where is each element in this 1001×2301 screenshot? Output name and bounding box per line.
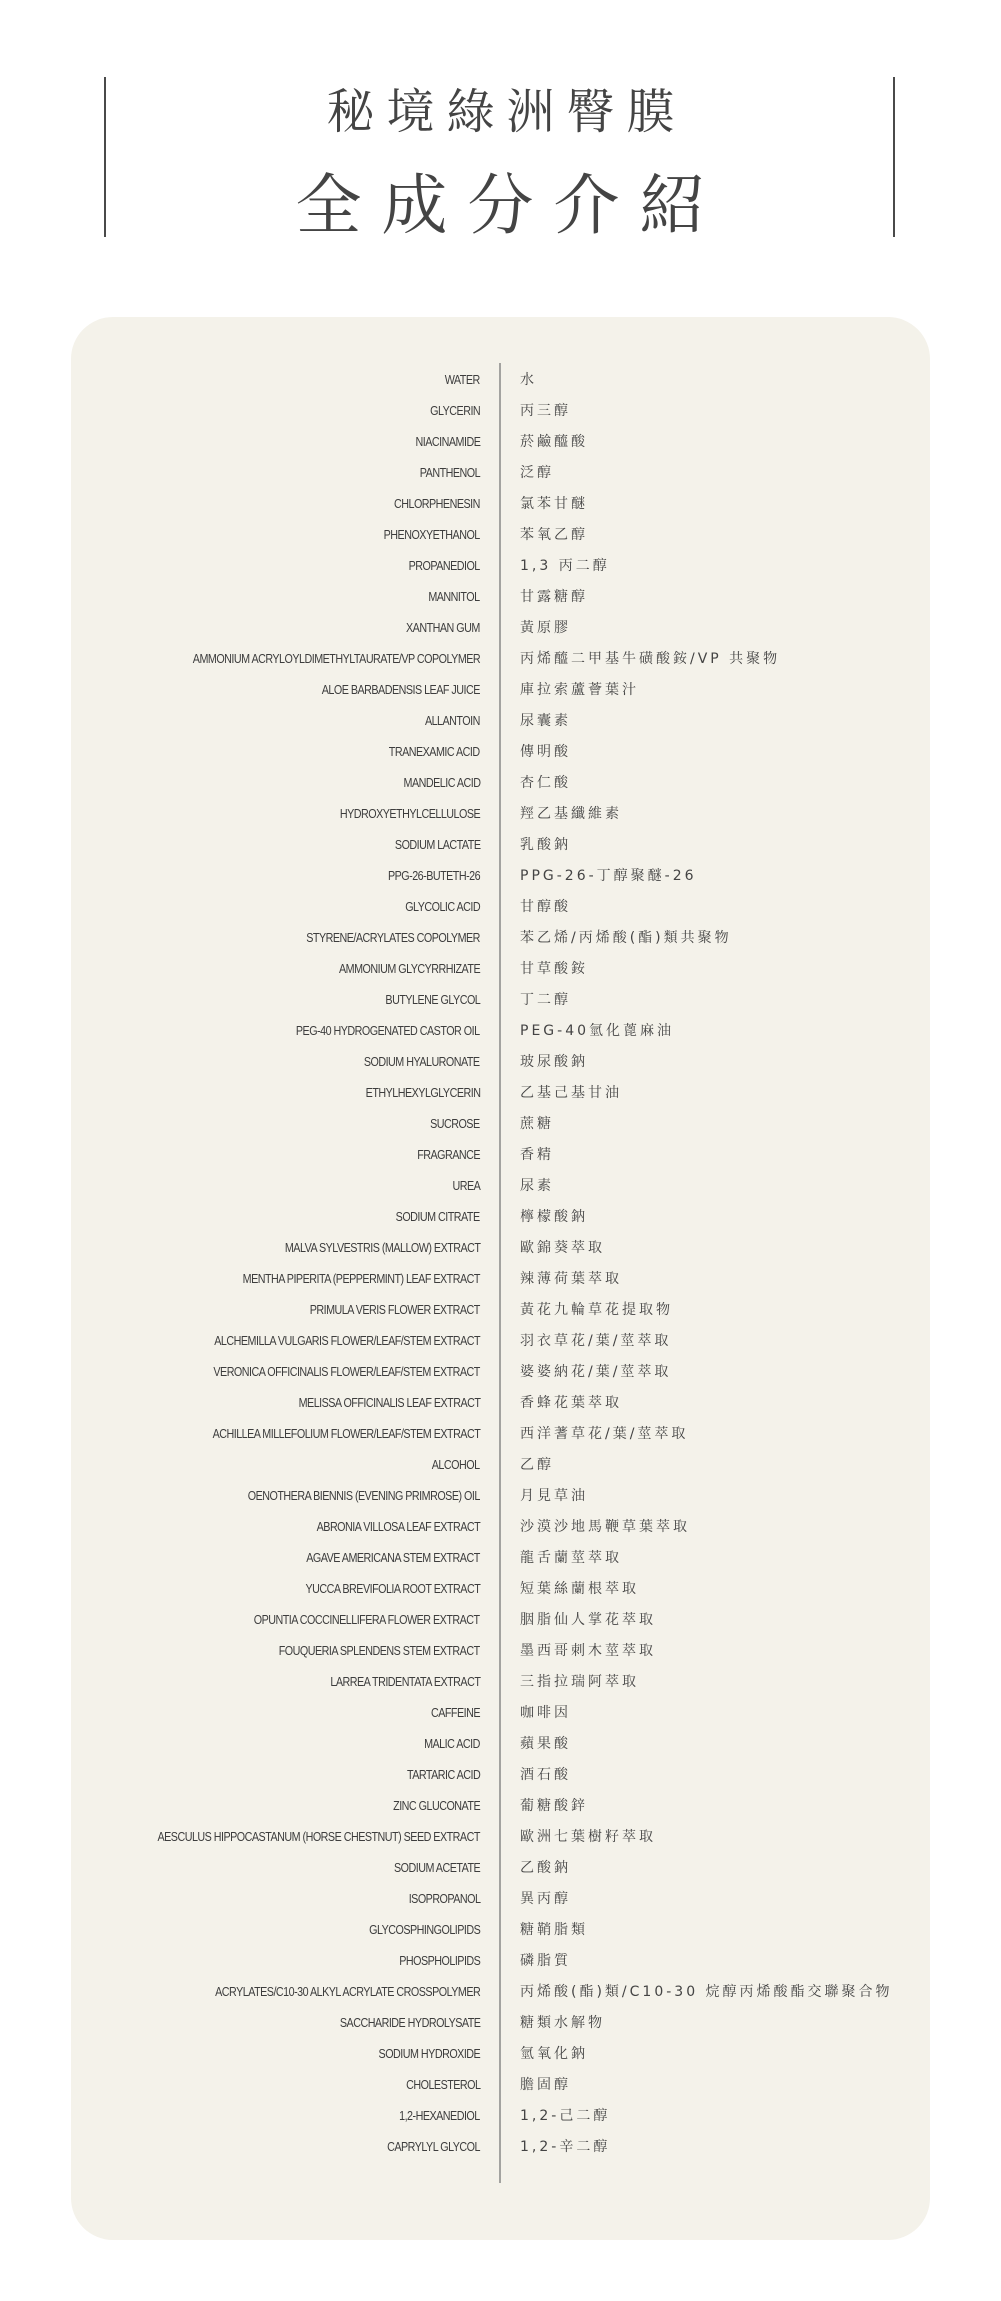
ingredient-english-name: OENOTHERA BIENNIS (EVENING PRIMROSE) OIL [247, 1489, 480, 1503]
ingredient-english-name: GLYCERIN [429, 404, 480, 418]
ingredient-english-name: 1,2-HEXANEDIOL [399, 2109, 480, 2123]
ingredient-english-name: AESCULUS HIPPOCASTANUM (HORSE CHESTNUT) SEED EXTRACT [157, 1830, 480, 1844]
ingredient-english-name: XANTHAN GUM [406, 621, 480, 635]
ingredient-chinese-name: 乙基己基甘油 [520, 1085, 622, 1101]
ingredient-row [0, 2070, 1001, 2101]
ingredient-row [0, 1450, 1001, 1481]
ingredient-row [0, 1078, 1001, 1109]
ingredient-list [0, 365, 1001, 2163]
ingredient-row [0, 489, 1001, 520]
ingredient-chinese-name: 丙三醇 [520, 403, 571, 419]
ingredient-english-name: TARTARIC ACID [406, 1768, 480, 1782]
ingredient-chinese-name: 檸檬酸鈉 [520, 1209, 588, 1225]
ingredient-row [0, 1760, 1001, 1791]
ingredient-english-name: SACCHARIDE HYDROLYSATE [339, 2016, 480, 2030]
ingredient-row [0, 830, 1001, 861]
ingredient-row [0, 799, 1001, 830]
ingredient-row [0, 1884, 1001, 1915]
ingredient-english-name: SODIUM HYALURONATE [364, 1055, 480, 1069]
ingredient-english-name: ETHYLHEXYLGLYCERIN [365, 1086, 480, 1100]
ingredient-chinese-name: 丙烯醯二甲基牛磺酸銨/VP 共聚物 [520, 651, 781, 667]
ingredient-english-name: ALLANTOIN [425, 714, 480, 728]
ingredient-english-name: MALIC ACID [424, 1737, 480, 1751]
ingredient-english-name: FOUQUERIA SPLENDENS STEM EXTRACT [279, 1644, 480, 1658]
ingredient-english-name: AMMONIUM GLYCYRRHIZATE [338, 962, 480, 976]
ingredient-row [0, 644, 1001, 675]
ingredient-english-name: YUCCA BREVIFOLIA ROOT EXTRACT [305, 1582, 480, 1596]
ingredient-row [0, 1326, 1001, 1357]
ingredient-english-name: MANNITOL [428, 590, 480, 604]
ingredient-english-name: CHOLESTEROL [405, 2078, 480, 2092]
ingredient-chinese-name: 葡糖酸鋅 [520, 1798, 588, 1814]
ingredient-row [0, 1543, 1001, 1574]
ingredient-row [0, 1915, 1001, 1946]
ingredient-english-name: PPG-26-BUTETH-26 [387, 869, 480, 883]
ingredient-chinese-name: PEG-40氫化蓖麻油 [520, 1023, 675, 1039]
ingredient-chinese-name: 蘋果酸 [520, 1736, 571, 1752]
ingredient-chinese-name: 歐洲七葉樹籽萃取 [520, 1829, 656, 1845]
ingredient-english-name: UREA [452, 1179, 480, 1193]
ingredient-chinese-name: 酒石酸 [520, 1767, 571, 1783]
ingredient-english-name: PRIMULA VERIS FLOWER EXTRACT [309, 1303, 480, 1317]
ingredient-english-name: LARREA TRIDENTATA EXTRACT [330, 1675, 480, 1689]
ingredient-row [0, 582, 1001, 613]
ingredient-row [0, 1419, 1001, 1450]
ingredient-row [0, 396, 1001, 427]
ingredient-chinese-name: 辣薄荷葉萃取 [520, 1271, 622, 1287]
ingredient-english-name: STYRENE/ACRYLATES COPOLYMER [306, 931, 480, 945]
ingredient-row [0, 1667, 1001, 1698]
ingredient-chinese-name: 菸鹼醯酸 [520, 434, 588, 450]
ingredient-chinese-name: 甘露糖醇 [520, 589, 588, 605]
ingredient-chinese-name: 胭脂仙人掌花萃取 [520, 1612, 656, 1628]
ingredient-chinese-name: 苯乙烯/丙烯酸(酯)類共聚物 [520, 930, 732, 946]
ingredient-row [0, 365, 1001, 396]
ingredient-row [0, 1109, 1001, 1140]
ingredient-english-name: ALCOHOL [432, 1458, 480, 1472]
ingredient-chinese-name: 羥乙基纖維素 [520, 806, 622, 822]
ingredient-row [0, 1016, 1001, 1047]
ingredient-chinese-name: 香精 [520, 1147, 554, 1163]
ingredient-chinese-name: 龍舌蘭莖萃取 [520, 1550, 622, 1566]
ingredient-row [0, 1140, 1001, 1171]
ingredient-chinese-name: PPG-26-丁醇聚醚-26 [520, 868, 697, 884]
ingredient-english-name: CAPRYLYL GLYCOL [387, 2140, 480, 2154]
ingredient-row [0, 1481, 1001, 1512]
ingredient-chinese-name: 甘草酸銨 [520, 961, 588, 977]
ingredient-row [0, 458, 1001, 489]
ingredient-chinese-name: 香蜂花葉萃取 [520, 1395, 622, 1411]
ingredient-row [0, 675, 1001, 706]
ingredient-english-name: MELISSA OFFICINALIS LEAF EXTRACT [298, 1396, 480, 1410]
ingredient-english-name: HYDROXYETHYLCELLULOSE [339, 807, 480, 821]
ingredient-english-name: ALCHEMILLA VULGARIS FLOWER/LEAF/STEM EXTRACT [214, 1334, 480, 1348]
ingredient-english-name: AMMONIUM ACRYLOYLDIMETHYLTAURATE/VP COPOLYMER [192, 652, 480, 666]
ingredient-chinese-name: 羽衣草花/葉/莖萃取 [520, 1333, 672, 1349]
ingredient-row [0, 923, 1001, 954]
ingredient-row [0, 1977, 1001, 2008]
page-title: 全成分介紹 [295, 167, 726, 244]
ingredient-chinese-name: 氯苯甘醚 [520, 496, 588, 512]
ingredient-row [0, 1605, 1001, 1636]
ingredient-row [0, 768, 1001, 799]
ingredient-chinese-name: 庫拉索蘆薈葉汁 [520, 682, 639, 698]
ingredient-chinese-name: 氫氧化鈉 [520, 2046, 588, 2062]
ingredient-english-name: PEG-40 HYDROGENATED CASTOR OIL [296, 1024, 480, 1038]
ingredient-row [0, 1574, 1001, 1605]
ingredient-chinese-name: 乙醇 [520, 1457, 554, 1473]
ingredient-english-name: MENTHA PIPERITA (PEPPERMINT) LEAF EXTRACT [242, 1272, 480, 1286]
ingredient-row [0, 1698, 1001, 1729]
ingredient-row [0, 1636, 1001, 1667]
ingredient-row [0, 427, 1001, 458]
ingredient-chinese-name: 傳明酸 [520, 744, 571, 760]
ingredient-english-name: PHOSPHOLIPIDS [398, 1954, 480, 1968]
ingredient-row [0, 1047, 1001, 1078]
ingredient-english-name: GLYCOLIC ACID [405, 900, 480, 914]
ingredient-chinese-name: 泛醇 [520, 465, 554, 481]
ingredient-english-name: SODIUM HYDROXIDE [378, 2047, 480, 2061]
ingredient-english-name: ISOPROPANOL [408, 1892, 480, 1906]
ingredient-row [0, 861, 1001, 892]
ingredient-english-name: SODIUM CITRATE [396, 1210, 480, 1224]
ingredient-english-name: PHENOXYETHANOL [383, 528, 480, 542]
ingredient-row [0, 1729, 1001, 1760]
ingredient-english-name: ALOE BARBADENSIS LEAF JUICE [321, 683, 480, 697]
ingredient-chinese-name: 杏仁酸 [520, 775, 571, 791]
ingredient-row [0, 1295, 1001, 1326]
ingredient-chinese-name: 三指拉瑞阿萃取 [520, 1674, 639, 1690]
ingredient-chinese-name: 磷脂質 [520, 1953, 571, 1969]
ingredient-row [0, 1264, 1001, 1295]
ingredient-chinese-name: 短葉絲蘭根萃取 [520, 1581, 639, 1597]
ingredient-chinese-name: 歐錦葵萃取 [520, 1240, 605, 1256]
ingredient-english-name: CAFFEINE [430, 1706, 480, 1720]
ingredient-english-name: SODIUM LACTATE [394, 838, 480, 852]
ingredient-row [0, 1853, 1001, 1884]
ingredient-row [0, 613, 1001, 644]
ingredient-english-name: ABRONIA VILLOSA LEAF EXTRACT [316, 1520, 480, 1534]
ingredient-row [0, 985, 1001, 1016]
ingredient-chinese-name: 1,2-辛二醇 [520, 2139, 611, 2155]
ingredient-english-name: MALVA SYLVESTRIS (MALLOW) EXTRACT [284, 1241, 480, 1255]
ingredient-chinese-name: 異丙醇 [520, 1891, 571, 1907]
ingredient-row [0, 2008, 1001, 2039]
ingredient-chinese-name: 1,3 丙二醇 [520, 558, 610, 574]
ingredient-chinese-name: 西洋蓍草花/葉/莖萃取 [520, 1426, 689, 1442]
ingredient-english-name: AGAVE AMERICANA STEM EXTRACT [306, 1551, 480, 1565]
ingredient-english-name: WATER [444, 373, 480, 387]
ingredient-english-name: CHLORPHENESIN [394, 497, 480, 511]
ingredient-row [0, 1946, 1001, 1977]
ingredient-chinese-name: 玻尿酸鈉 [520, 1054, 588, 1070]
ingredient-english-name: BUTYLENE GLYCOL [385, 993, 480, 1007]
ingredient-chinese-name: 婆婆納花/葉/莖萃取 [520, 1364, 672, 1380]
ingredient-row [0, 737, 1001, 768]
ingredient-chinese-name: 糖類水解物 [520, 2015, 605, 2031]
ingredient-english-name: OPUNTIA COCCINELLIFERA FLOWER EXTRACT [254, 1613, 480, 1627]
ingredient-chinese-name: 乳酸鈉 [520, 837, 571, 853]
ingredient-chinese-name: 糖鞘脂類 [520, 1922, 588, 1938]
ingredient-english-name: PROPANEDIOL [408, 559, 480, 573]
ingredient-row [0, 2132, 1001, 2163]
ingredient-english-name: GLYCOSPHINGOLIPIDS [368, 1923, 480, 1937]
ingredient-row [0, 1233, 1001, 1264]
ingredient-english-name: PANTHENOL [419, 466, 480, 480]
ingredient-english-name: SUCROSE [430, 1117, 480, 1131]
ingredient-row [0, 1512, 1001, 1543]
ingredient-chinese-name: 丙烯酸(酯)類/C10-30 烷醇丙烯酸酯交聯聚合物 [520, 1984, 893, 2000]
ingredient-chinese-name: 沙漠沙地馬鞭草葉萃取 [520, 1519, 690, 1535]
ingredient-english-name: ACHILLEA MILLEFOLIUM FLOWER/LEAF/STEM EXTRACT [212, 1427, 480, 1441]
ingredient-row [0, 954, 1001, 985]
ingredient-chinese-name: 膽固醇 [520, 2077, 571, 2093]
ingredient-chinese-name: 乙酸鈉 [520, 1860, 571, 1876]
ingredient-chinese-name: 苯氧乙醇 [520, 527, 588, 543]
ingredient-english-name: TRANEXAMIC ACID [389, 745, 480, 759]
ingredient-row [0, 1357, 1001, 1388]
product-name: 秘境綠洲臀膜 [326, 84, 687, 140]
ingredient-row [0, 1791, 1001, 1822]
ingredient-chinese-name: 水 [520, 372, 537, 388]
ingredient-english-name: ACRYLATES/C10-30 ALKYL ACRYLATE CROSSPOLYMER [214, 1985, 480, 1999]
ingredient-row [0, 551, 1001, 582]
ingredient-english-name: FRAGRANCE [417, 1148, 480, 1162]
ingredient-chinese-name: 1,2-己二醇 [520, 2108, 611, 2124]
ingredient-row [0, 1171, 1001, 1202]
ingredient-chinese-name: 丁二醇 [520, 992, 571, 1008]
ingredient-english-name: ZINC GLUCONATE [393, 1799, 480, 1813]
ingredient-chinese-name: 蔗糖 [520, 1116, 554, 1132]
ingredient-english-name: VERONICA OFFICINALIS FLOWER/LEAF/STEM EXTRACT [213, 1365, 480, 1379]
ingredient-chinese-name: 墨西哥刺木莖萃取 [520, 1643, 656, 1659]
ingredient-english-name: SODIUM ACETATE [393, 1861, 480, 1875]
ingredient-chinese-name: 黃花九輪草花提取物 [520, 1302, 673, 1318]
ingredient-row [0, 1822, 1001, 1853]
ingredient-row [0, 1388, 1001, 1419]
ingredient-row [0, 1202, 1001, 1233]
ingredient-chinese-name: 尿囊素 [520, 713, 571, 729]
ingredient-row [0, 706, 1001, 737]
ingredient-row [0, 2101, 1001, 2132]
ingredient-chinese-name: 尿素 [520, 1178, 554, 1194]
ingredient-row [0, 520, 1001, 551]
ingredient-english-name: MANDELIC ACID [403, 776, 480, 790]
ingredient-row [0, 892, 1001, 923]
ingredient-english-name: NIACINAMIDE [415, 435, 480, 449]
ingredient-chinese-name: 月見草油 [520, 1488, 588, 1504]
ingredient-chinese-name: 甘醇酸 [520, 899, 571, 915]
ingredient-row [0, 2039, 1001, 2070]
ingredient-chinese-name: 咖啡因 [520, 1705, 571, 1721]
ingredient-chinese-name: 黃原膠 [520, 620, 571, 636]
